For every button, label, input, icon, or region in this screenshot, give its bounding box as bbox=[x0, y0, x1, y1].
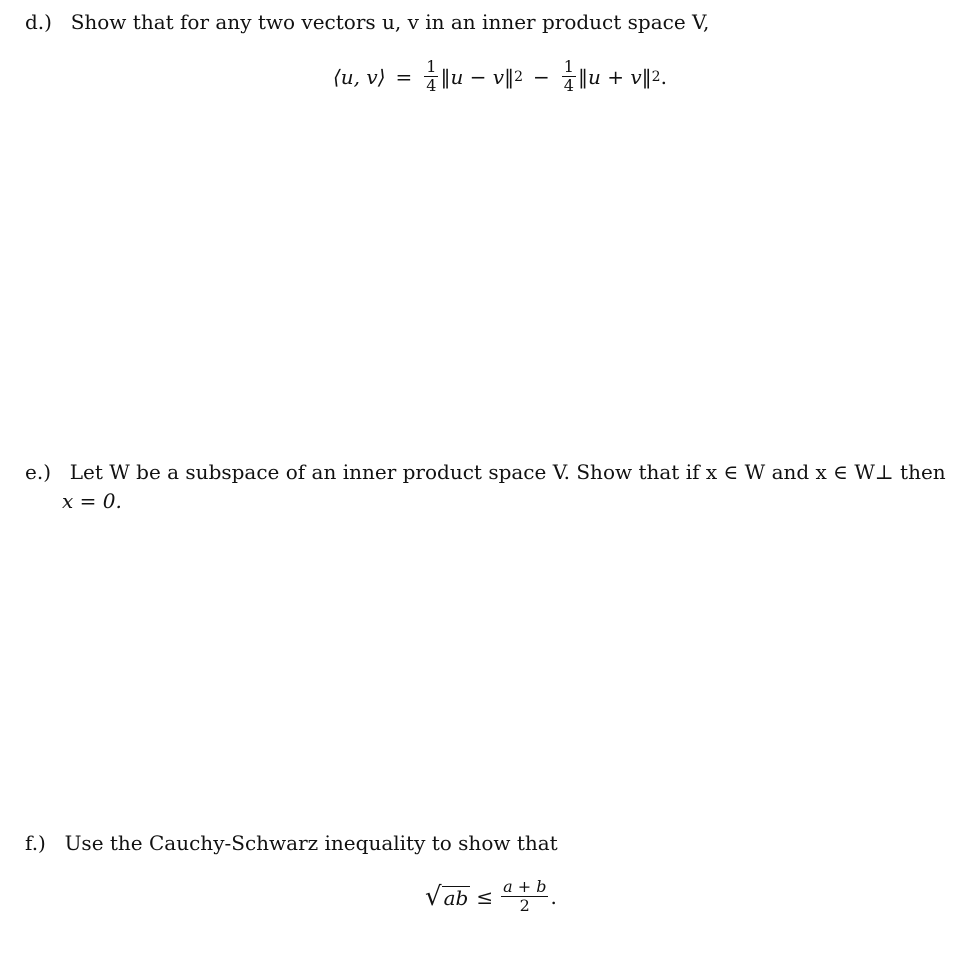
problem-d bbox=[25, 8, 933, 37]
eq-d-term-2: ‖u + v‖ bbox=[577, 64, 652, 89]
problem-e-line-2 bbox=[25, 487, 933, 516]
ineq-f-relation: ≤ bbox=[476, 884, 494, 909]
ineq-f-end: . bbox=[550, 884, 557, 909]
eq-d-equals: = bbox=[395, 64, 413, 89]
eq-d-frac-1-num: 1 bbox=[426, 57, 437, 76]
problem-f bbox=[25, 829, 933, 858]
eq-d-term-1: ‖u − v‖ bbox=[440, 64, 515, 89]
ineq-f-num: a + b bbox=[503, 877, 547, 896]
problem-d-prompt bbox=[25, 8, 933, 37]
problem-e bbox=[25, 458, 946, 516]
problem-d-text: Show that for any two vectors u, v in an inner product space V, bbox=[70, 10, 710, 34]
eq-d-frac-1 bbox=[424, 58, 438, 95]
ineq-f-frac bbox=[501, 878, 548, 915]
problem-e-text-2: x = 0. bbox=[62, 489, 122, 513]
problem-f-prompt bbox=[25, 829, 933, 858]
inequality-f bbox=[425, 878, 557, 915]
ineq-f-radical: √ bbox=[425, 881, 442, 912]
ineq-f-radicand: ab bbox=[443, 885, 469, 910]
ineq-f-den: 2 bbox=[519, 896, 530, 915]
eq-d-frac-2 bbox=[562, 58, 576, 95]
problem-e-text-1: Let W be a subspace of an inner product space V. Show that if x ∈ W and x ∈ W⊥ then bbox=[69, 460, 946, 484]
eq-d-frac-1-den: 4 bbox=[426, 76, 437, 95]
problem-d-label: d.) bbox=[25, 10, 52, 34]
eq-d-minus: − bbox=[533, 64, 550, 89]
eq-d-frac-2-num: 1 bbox=[563, 57, 574, 76]
eq-d-end: . bbox=[660, 64, 667, 89]
eq-d-lhs: ⟨u, v⟩ bbox=[333, 64, 386, 89]
problem-e-line-1 bbox=[25, 458, 946, 487]
problem-f-text: Use the Cauchy-Schwarz inequality to show that bbox=[64, 831, 558, 855]
ineq-f-sqrt bbox=[425, 881, 470, 912]
problem-e-label: e.) bbox=[25, 460, 51, 484]
problem-f-label: f.) bbox=[25, 831, 46, 855]
eq-d-frac-2-den: 4 bbox=[563, 76, 574, 95]
equation-d: ⟨u, v⟩ = $\frac{1}{4}$ ‖u − v‖ 2 − $\frac{1}{4}$ ‖u + v‖ 2 . bbox=[333, 57, 667, 95]
